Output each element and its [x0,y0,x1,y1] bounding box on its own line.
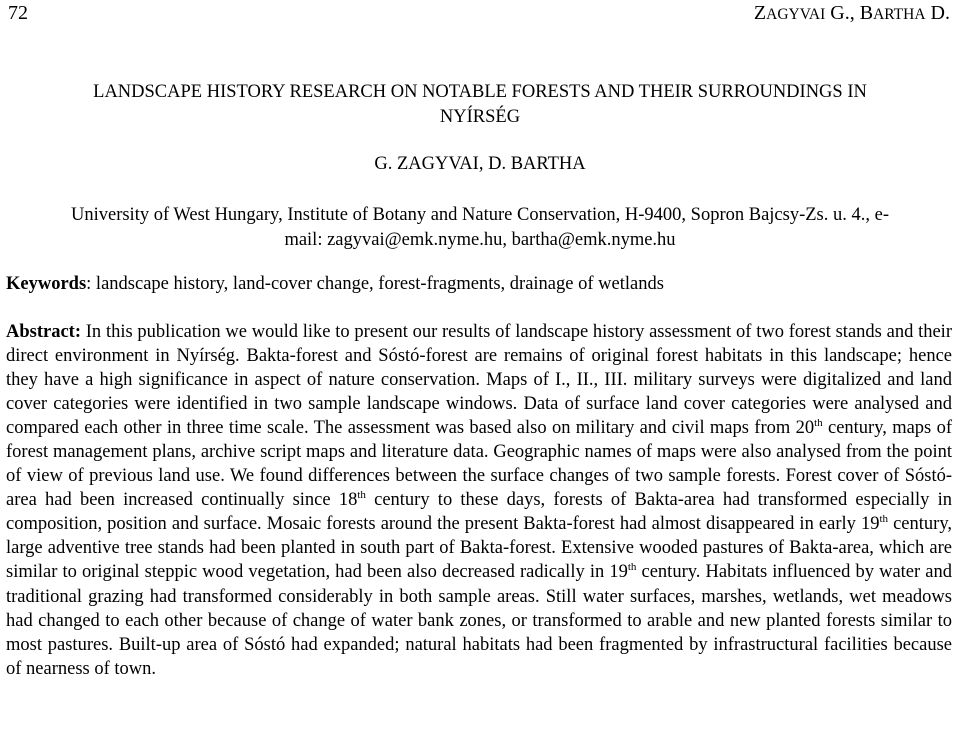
running-head-given2: D. [925,2,950,24]
affiliation-line-2: mail: zagyvai@emk.nyme.hu, bartha@emk.nyme.hu [284,229,676,250]
running-head-surname1-initial: Z [753,2,767,24]
superscript-th: th [879,513,889,526]
keywords [6,272,952,296]
superscript-th: th [627,561,637,574]
superscript-th: th [814,417,823,430]
running-head-surname2-initial: B [859,2,874,24]
abstract-text-1: In this publication we would like to present our results of landscape history assessment of two forest stands and their direct environment in Nyírség. Bakta-forest and Sóstó-forest are remains of original forest habitats in this landscape; hence they have a high significance in aspect of nature conservation. Maps of I., II., III. military surveys were digitalized and land cover categories were identified in two sample landscape windows. Data of surface land cover categories were analysed and compared each other in three time scale. The assessment was based also on military and civil maps from 20 [6,322,952,439]
affiliation-line-1: University of West Hungary, Institute of Botany and Nature Conservation, H-9400, Sopron Bajcsy-Zs. u. 4., e- [70,205,890,225]
abstract-text-4: century, large adventive tree stands had been planted in south part of Bakta-forest. Extensive wooded pastures of Bakta-area, which are similar to original steppic wood vegetation, had been also decreased radically in 19 [6,514,952,583]
abstract [6,320,952,681]
abstract-text-3: century to these days, forests of Bakta-area had transformed especially in composition, position and surface. Mosaic forests around the present Bakta-forest had almost disappeared in early 19 [6,490,952,535]
affiliation [10,203,950,252]
paper-title [20,80,940,129]
authors: G. ZAGYVAI, D. BARTHA [374,154,586,174]
abstract-label: Abstract: [6,322,82,342]
title-line-1: LANDSCAPE HISTORY RESEARCH ON NOTABLE FORESTS AND THEIR SURROUNDINGS IN [93,82,867,102]
title-line-2: NYÍRSÉG [439,106,521,127]
running-head [754,0,950,28]
keywords-label: Keywords [6,274,87,294]
page-header [8,0,952,28]
abstract-text-5: century. Habitats influenced by water and traditional grazing had transformed considerably in both sample areas. Still water surfaces, marshes, wetlands, wet meadows had changed to each other because of change of water bank zones, or transformed to arable and new planted forests similar to most pastures. Built-up area of Sóstó had expanded; natural habitats had been fragmented by infrastructural facilities because of nearness of town. [6,562,952,679]
abstract-text-2: century, maps of forest management plans, archive script maps and literature data. Geographic names of maps were also analysed from the point of view of previous land use. We found differences between the surface changes of two sample forests. Forest cover of Sóstó-area had been increased continually since 18 [6,418,952,511]
keywords-text: : landscape history, land-cover change, forest-fragments, drainage of wetlands [86,274,664,294]
running-head-surname1-rest: AGYVAI [766,6,826,23]
running-head-surname2-rest: ARTHA [873,6,926,23]
page-number: 72 [8,2,28,24]
superscript-th: th [357,489,366,502]
running-head-given1: G., [825,2,860,24]
